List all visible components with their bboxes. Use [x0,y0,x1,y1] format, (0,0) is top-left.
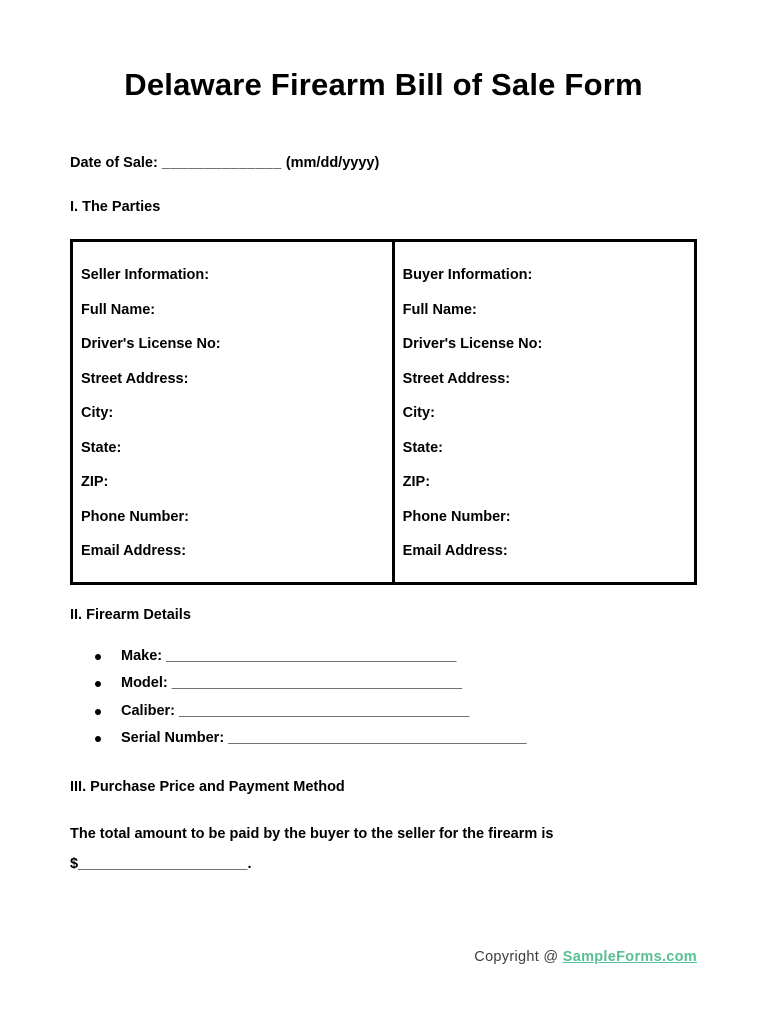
seller-field-drivers-license: Driver's License No: [81,336,221,352]
footer-copyright [474,946,697,968]
date-of-sale-line [70,152,697,174]
buyer-column [395,242,694,582]
serial-number-label: Serial Number: [121,730,225,746]
firearm-item-make [70,643,697,671]
model-blank: ____________________________________ [171,675,463,691]
copyright-text: Copyright @ [474,949,559,965]
bullet-icon [95,681,101,687]
buyer-field-email: Email Address: [402,543,508,559]
buyer-field-zip: ZIP: [402,474,431,490]
seller-field-phone: Phone Number: [81,508,189,525]
seller-column [73,242,395,582]
buyer-field-city: City: [402,405,435,421]
buyer-field-phone: Phone Number: [402,508,511,525]
model-label: Model: [121,675,168,691]
section-heading-parties: I. The Parties [70,199,161,215]
firearm-item-serial-number [70,725,697,753]
caliber-label: Caliber: [121,702,175,719]
seller-heading: Seller Information: [81,267,210,283]
section-heading-firearm: II. Firearm Details [70,606,191,623]
buyer-field-full-name: Full Name: [402,301,477,318]
firearm-item-model [70,670,697,698]
date-of-sale-blank: ______________ [161,155,282,171]
currency-prefix: $ [70,855,79,872]
parties-table [70,239,697,585]
sentence-terminator: . [247,855,252,872]
purchase-sentence: The total amount to be paid by the buyer to the seller for the firearm is [70,825,554,842]
serial-number-blank: _____________________________________ [228,730,527,746]
buyer-field-street-address: Street Address: [402,370,511,387]
bullet-icon [95,736,101,742]
firearm-details-list [70,643,697,753]
amount-blank: _____________________ [78,855,248,872]
buyer-field-drivers-license: Driver's License No: [402,336,543,352]
seller-field-email: Email Address: [81,543,187,559]
seller-field-zip: ZIP: [81,474,109,490]
buyer-heading: Buyer Information: [402,267,533,283]
buyer-field-state: State: [402,439,443,456]
make-label: Make: [121,647,163,664]
footer-link[interactable]: SampleForms.com [562,949,697,965]
purchase-paragraph [70,819,630,879]
make-blank: ____________________________________ [166,647,457,664]
date-format-hint: (mm/dd/yyyy) [285,155,380,171]
seller-field-state: State: [81,439,122,456]
date-of-sale-label: Date of Sale: [70,155,158,171]
seller-field-full-name: Full Name: [81,301,156,318]
caliber-blank: ____________________________________ [179,702,470,719]
seller-field-street-address: Street Address: [81,370,189,387]
bullet-icon [95,654,101,660]
page-title: Delaware Firearm Bill of Sale Form [124,67,643,102]
seller-field-city: City: [81,405,114,421]
bullet-icon [95,709,101,715]
firearm-item-caliber [70,698,697,726]
section-heading-purchase: III. Purchase Price and Payment Method [70,778,345,795]
purchase-amount-line [70,849,630,879]
